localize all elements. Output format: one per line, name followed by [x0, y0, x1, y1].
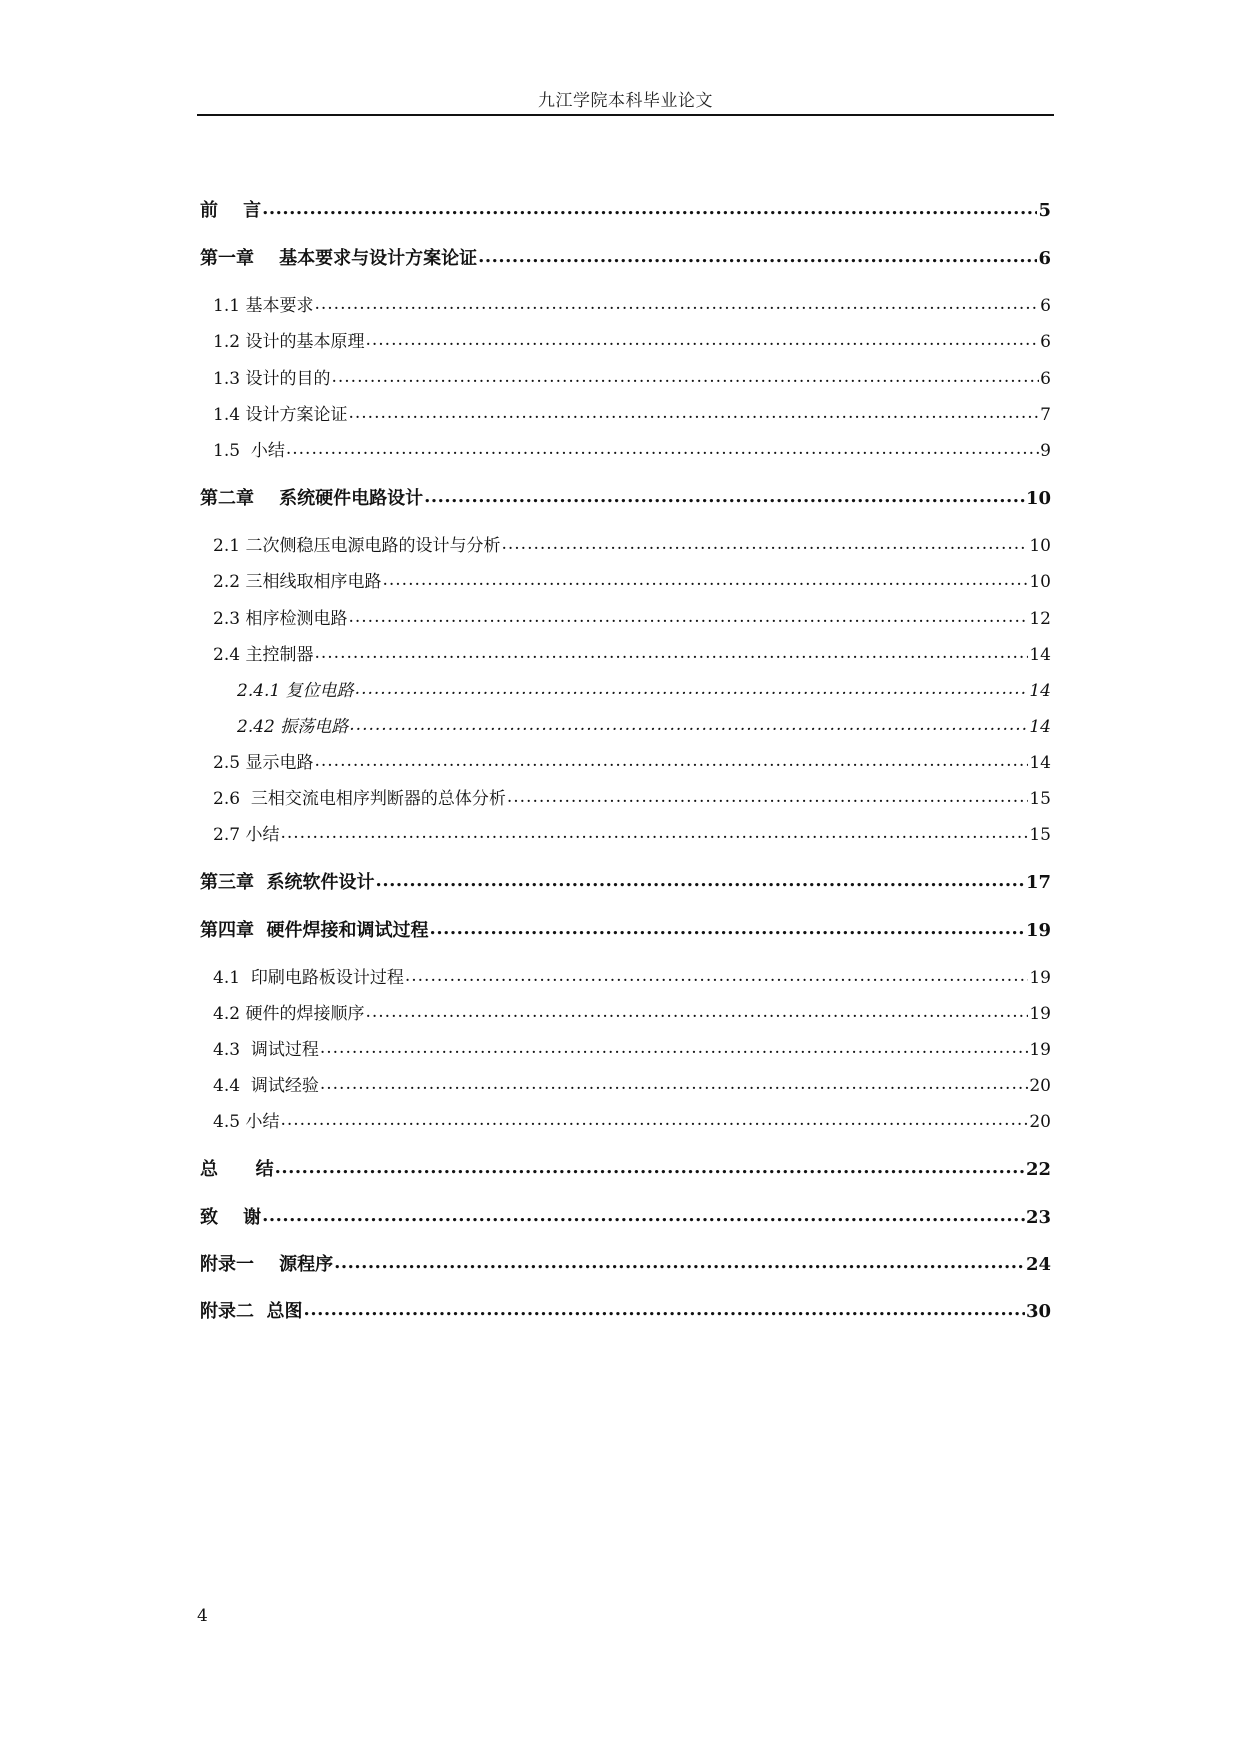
toc-subsection-entry[interactable] [237, 712, 1051, 740]
toc-entry-page: 6 [1040, 296, 1051, 316]
header-rule [197, 114, 1054, 116]
toc-dot-leader [365, 330, 1039, 347]
toc-entry-page: 20 [1029, 1076, 1051, 1096]
toc-dot-leader [430, 918, 1025, 936]
toc-entry-page: 20 [1029, 1112, 1051, 1132]
toc-chapter-entry[interactable] [200, 1297, 1051, 1325]
toc-dot-leader [349, 715, 1028, 732]
toc-entry-title: 4.4 调试经验 [213, 1076, 319, 1096]
toc-dot-leader [348, 403, 1039, 420]
toc-dot-leader [314, 643, 1028, 660]
toc-entry-title: 2.2 三相线取相序电路 [213, 572, 382, 592]
toc-entry-page: 6 [1040, 369, 1051, 389]
toc-chapter-entry[interactable] [200, 1203, 1051, 1231]
toc-entry-title: 2.6 三相交流电相序判断器的总体分析 [213, 789, 506, 809]
toc-entry-page: 19 [1025, 920, 1051, 941]
toc-dot-leader [286, 439, 1039, 456]
toc-section-entry[interactable] [213, 1071, 1051, 1099]
toc-entry-title: 附录二 总图 [200, 1301, 303, 1322]
toc-entry-page: 14 [1029, 645, 1051, 665]
toc-entry-page: 14 [1029, 717, 1051, 737]
toc-dot-leader [304, 1299, 1025, 1317]
toc-entry-title: 1.1 基本要求 [213, 296, 314, 316]
toc-entry-page: 10 [1029, 536, 1051, 556]
toc-entry-page: 24 [1025, 1254, 1051, 1275]
toc-entry-title: 前 言 [200, 200, 262, 221]
toc-entry-page: 10 [1025, 488, 1051, 509]
toc-section-entry[interactable] [213, 291, 1051, 319]
toc-dot-leader [280, 1110, 1028, 1127]
toc-section-entry[interactable] [213, 963, 1051, 991]
toc-dot-leader [365, 1002, 1028, 1019]
toc-entry-page: 10 [1029, 572, 1051, 592]
toc-dot-leader [382, 570, 1028, 587]
toc-entry-title: 第二章 系统硬件电路设计 [200, 488, 424, 509]
toc-entry-page: 14 [1029, 753, 1051, 773]
toc-dot-leader [507, 787, 1029, 804]
toc-entry-title: 第三章 系统软件设计 [200, 872, 375, 893]
toc-entry-page: 19 [1029, 1040, 1051, 1060]
toc-entry-title: 4.5 小结 [213, 1112, 280, 1132]
running-header: 九江学院本科毕业论文 [538, 91, 713, 111]
toc-entry-page: 7 [1040, 405, 1051, 425]
toc-chapter-entry[interactable] [200, 868, 1051, 896]
toc-dot-leader [501, 534, 1028, 551]
toc-entry-title: 2.42 振荡电路 [237, 717, 349, 737]
toc-section-entry[interactable] [213, 748, 1051, 776]
toc-subsection-entry[interactable] [237, 676, 1051, 704]
toc-entry-title: 2.1 二次侧稳压电源电路的设计与分析 [213, 536, 501, 556]
toc-section-entry[interactable] [213, 400, 1051, 428]
toc-entry-title: 总 结 [200, 1159, 274, 1180]
toc-dot-leader [314, 751, 1028, 768]
toc-dot-leader [376, 870, 1025, 888]
toc-entry-title: 1.5 小结 [213, 441, 285, 461]
toc-entry-page: 5 [1038, 200, 1051, 221]
toc-dot-leader [348, 607, 1028, 624]
toc-section-entry[interactable] [213, 604, 1051, 632]
toc-entry-page: 23 [1025, 1207, 1051, 1228]
toc-entry-title: 第一章 基本要求与设计方案论证 [200, 248, 478, 269]
toc-entry-title: 4.1 印刷电路板设计过程 [213, 968, 404, 988]
toc-section-entry[interactable] [213, 820, 1051, 848]
toc-dot-leader [262, 1205, 1025, 1223]
toc-entry-page: 15 [1029, 789, 1051, 809]
toc-entry-page: 6 [1040, 332, 1051, 352]
toc-section-entry[interactable] [213, 784, 1051, 812]
toc-dot-leader [424, 486, 1025, 504]
toc-section-entry[interactable] [213, 436, 1051, 464]
toc-dot-leader [478, 246, 1037, 264]
page-number: 4 [197, 1606, 208, 1626]
toc-entry-title: 1.3 设计的目的 [213, 369, 331, 389]
toc-section-entry[interactable] [213, 327, 1051, 355]
toc-chapter-entry[interactable] [200, 244, 1051, 272]
toc-dot-leader [320, 1038, 1029, 1055]
toc-dot-leader [355, 679, 1029, 696]
toc-entry-page: 6 [1038, 248, 1051, 269]
toc-dot-leader [334, 1252, 1025, 1270]
toc-entry-title: 2.3 相序检测电路 [213, 609, 348, 629]
toc-entry-title: 2.5 显示电路 [213, 753, 314, 773]
toc-chapter-entry[interactable] [200, 1250, 1051, 1278]
toc-entry-title: 附录一 源程序 [200, 1254, 334, 1275]
toc-entry-page: 19 [1029, 1004, 1051, 1024]
toc-chapter-entry[interactable] [200, 484, 1051, 512]
toc-section-entry[interactable] [213, 1107, 1051, 1135]
toc-dot-leader [280, 823, 1028, 840]
toc-entry-title: 1.4 设计方案论证 [213, 405, 348, 425]
toc-entry-title: 2.7 小结 [213, 825, 280, 845]
toc-entry-page: 9 [1040, 441, 1051, 461]
toc-chapter-entry[interactable] [200, 196, 1051, 224]
toc-entry-page: 14 [1029, 681, 1051, 701]
toc-entry-title: 致 谢 [200, 1207, 262, 1228]
toc-chapter-entry[interactable] [200, 1155, 1051, 1183]
toc-dot-leader [331, 367, 1039, 384]
toc-entry-page: 12 [1029, 609, 1051, 629]
toc-chapter-entry[interactable] [200, 916, 1051, 944]
toc-entry-page: 30 [1025, 1301, 1051, 1322]
toc-dot-leader [405, 966, 1029, 983]
toc-entry-page: 19 [1029, 968, 1051, 988]
toc-section-entry[interactable] [213, 640, 1051, 668]
toc-entry-title: 第四章 硬件焊接和调试过程 [200, 920, 429, 941]
toc-entry-title: 1.2 设计的基本原理 [213, 332, 365, 352]
toc-entry-page: 17 [1025, 872, 1051, 893]
toc-section-entry[interactable] [213, 999, 1051, 1027]
toc-entry-title: 2.4 主控制器 [213, 645, 314, 665]
toc-section-entry[interactable] [213, 531, 1051, 559]
toc-dot-leader [320, 1074, 1029, 1091]
toc-section-entry[interactable] [213, 364, 1051, 392]
toc-dot-leader [275, 1157, 1025, 1175]
toc-dot-leader [262, 198, 1037, 216]
toc-entry-title: 4.3 调试过程 [213, 1040, 319, 1060]
toc-section-entry[interactable] [213, 567, 1051, 595]
toc-entry-page: 22 [1025, 1159, 1051, 1180]
toc-dot-leader [314, 294, 1039, 311]
toc-entry-title: 4.2 硬件的焊接顺序 [213, 1004, 365, 1024]
toc-section-entry[interactable] [213, 1035, 1051, 1063]
toc-entry-page: 15 [1029, 825, 1051, 845]
toc-entry-title: 2.4.1 复位电路 [237, 681, 354, 701]
